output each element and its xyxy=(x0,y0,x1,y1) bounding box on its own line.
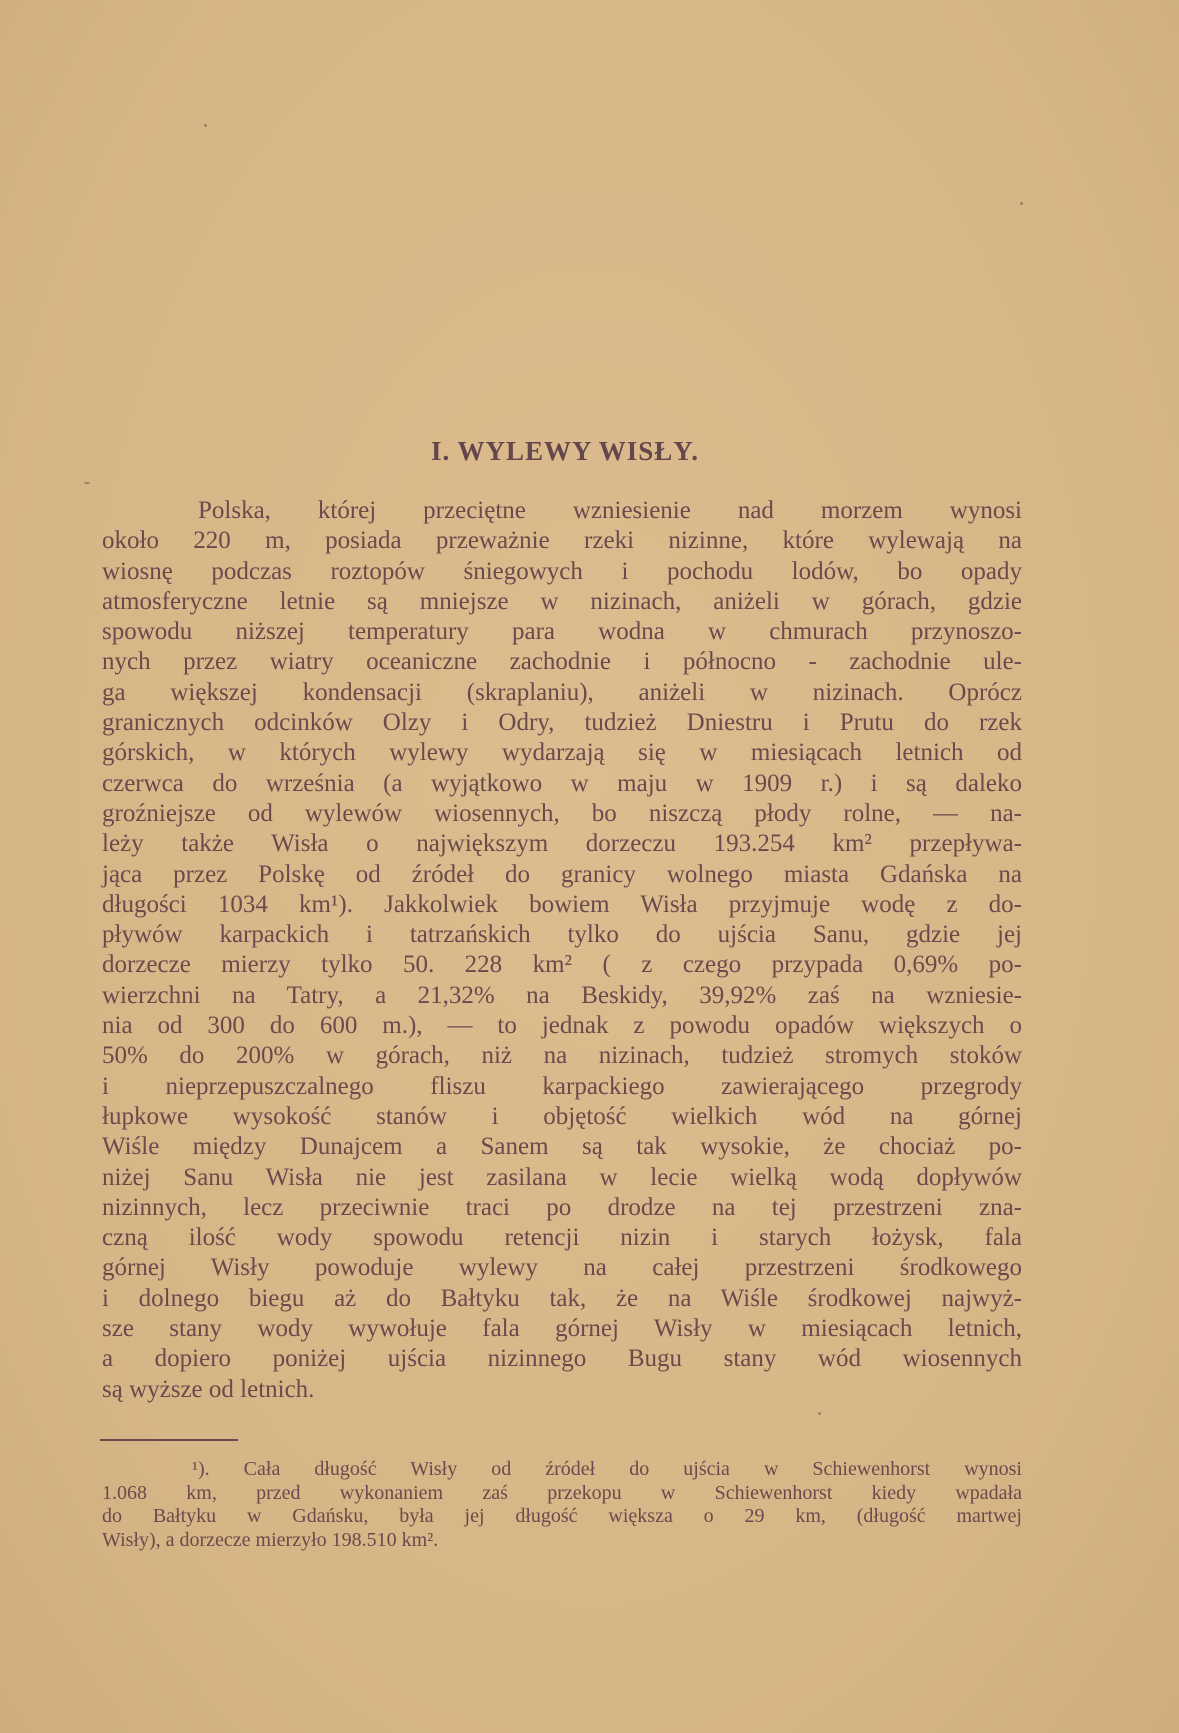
footnote-line: do Bałtyku w Gdańsku, była jej długość większa o 29 km, (długość martwej xyxy=(102,1505,1022,1527)
paper-speck xyxy=(84,482,90,484)
body-line: łupkowe wysokość stanów i objętość wielkich wód na górnej xyxy=(102,1102,1022,1130)
body-line: długości 1034 km¹). Jakkolwiek bowiem Wisła przyjmuje wodę z do- xyxy=(102,890,1022,918)
body-text xyxy=(102,496,1022,1405)
body-line: czną ilość wody spowodu retencji nizin i starych łożysk, fala xyxy=(102,1224,1022,1252)
body-line: górskich, w których wylewy wydarzają się w miesiącach letnich od xyxy=(102,739,1022,767)
body-line: 50% do 200% w górach, niż na nizinach, tudzież stromych stoków xyxy=(102,1042,1022,1070)
paper-speck xyxy=(204,124,207,127)
body-line: groźniejsze od wylewów wiosennych, bo niszczą płody rolne, — na- xyxy=(102,799,1022,827)
body-line: niżej Sanu Wisła nie jest zasilana w lecie wielką wodą dopływów xyxy=(102,1163,1022,1191)
body-line: około 220 m, posiada przeważnie rzeki nizinne, które wylewają na xyxy=(102,527,1022,555)
body-line: leży także Wisła o największym dorzeczu 193.254 km² przepływa- xyxy=(102,830,1022,858)
body-line: sze stany wody wywołuje fala górnej Wisły w miesiącach letnich, xyxy=(102,1315,1022,1343)
footnote xyxy=(102,1458,1022,1552)
body-line: wiosnę podczas roztopów śniegowych i pochodu lodów, bo opady xyxy=(102,557,1022,585)
body-line: nych przez wiatry oceaniczne zachodnie i północno - zachodnie ule- xyxy=(102,648,1022,676)
footnote-rule xyxy=(100,1439,238,1441)
body-line: pływów karpackich i tatrzańskich tylko do ujścia Sanu, gdzie jej xyxy=(102,921,1022,949)
body-line: wierzchni na Tatry, a 21,32% na Beskidy, 39,92% zaś na wzniesie- xyxy=(102,981,1022,1009)
body-line: jąca przez Polskę od źródeł do granicy wolnego miasta Gdańska na xyxy=(102,860,1022,888)
body-line: spowodu niższej temperatury para wodna w chmurach przynoszo- xyxy=(102,618,1022,646)
footnote-line: Wisły), a dorzecze mierzyło 198.510 km². xyxy=(102,1528,439,1551)
body-line: Polska, której przeciętne wzniesienie nad morzem wynosi xyxy=(198,497,1022,524)
body-line: i nieprzepuszczalnego fliszu karpackiego zawierającego przegrody xyxy=(102,1072,1022,1100)
body-line: granicznych odcinków Olzy i Odry, tudzież Dniestru i Prutu do rzek xyxy=(102,709,1022,737)
body-line: czerwca do września (a wyjątkowo w maju w 1909 r.) i są daleko xyxy=(102,769,1022,797)
paper-speck xyxy=(1020,202,1023,205)
body-line: są wyższe od letnich. xyxy=(102,1375,315,1403)
body-line: dorzecze mierzy tylko 50. 228 km² ( z czego przypada 0,69% po- xyxy=(102,951,1022,979)
paper-speck xyxy=(818,1412,821,1415)
chapter-title: I. WYLEWY WISŁY. xyxy=(430,436,700,466)
body-line: atmosferyczne letnie są mniejsze w nizinach, aniżeli w górach, gdzie xyxy=(102,587,1022,615)
footnote-line: 1.068 km, przed wykonaniem zaś przekopu w Schiewenhorst kiedy wpadała xyxy=(102,1481,1022,1504)
body-line: ga większej kondensacji (skraplaniu), aniżeli w nizinach. Oprócz xyxy=(102,678,1022,706)
body-line: nia od 300 do 600 m.), — to jednak z powodu opadów większych o xyxy=(102,1012,1022,1040)
body-line: a dopiero poniżej ujścia nizinnego Bugu stany wód wiosennych xyxy=(102,1345,1022,1373)
body-line: górnej Wisły powoduje wylewy na całej przestrzeni środkowego xyxy=(102,1254,1022,1282)
body-line: i dolnego biegu aż do Bałtyku tak, że na Wiśle środkowej najwyż- xyxy=(102,1284,1022,1312)
footnote-line: ¹). Cała długość Wisły od źródeł do ujścia w Schiewenhorst wynosi xyxy=(192,1458,1022,1480)
body-line: nizinnych, lecz przeciwnie traci po drodze na tej przestrzeni zna- xyxy=(102,1193,1022,1221)
body-line: Wiśle między Dunajcem a Sanem są tak wysokie, że chociaż po- xyxy=(102,1133,1022,1161)
